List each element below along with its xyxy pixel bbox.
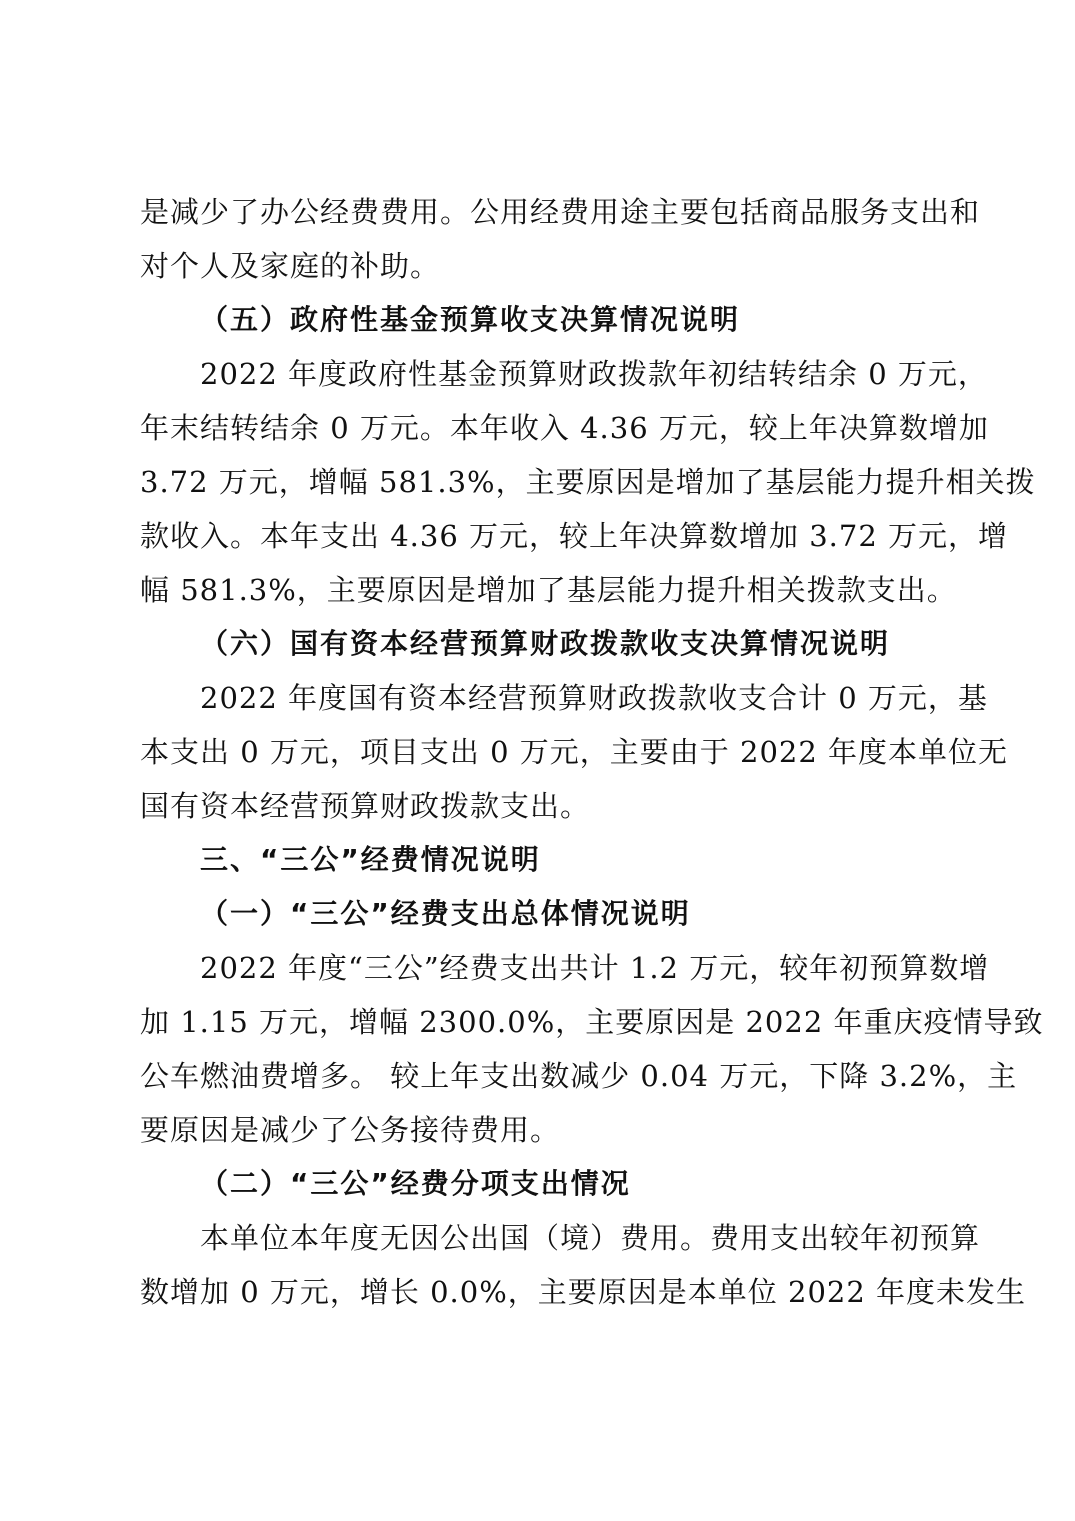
section-heading-3: 三、“三公”经费情况说明 bbox=[200, 843, 541, 876]
paragraph-line: 款收入。本年支出 4.36 万元，较上年决算数增加 3.72 万元，增 bbox=[140, 519, 1009, 553]
paragraph-line: 2022 年度“三公”经费支出共计 1.2 万元，较年初预算数增 bbox=[200, 951, 990, 985]
paragraph-line: 对个人及家庭的补助。 bbox=[140, 249, 441, 283]
paragraph-line: 本支出 0 万元，项目支出 0 万元，主要由于 2022 年度本单位无 bbox=[140, 735, 1009, 769]
paragraph-line: 加 1.15 万元，增幅 2300.0%，主要原因是 2022 年重庆疫情导致 bbox=[140, 1005, 1044, 1039]
paragraph-line: 2022 年度政府性基金预算财政拨款年初结转结余 0 万元， bbox=[200, 357, 988, 391]
paragraph-line: 年末结转结余 0 万元。本年收入 4.36 万元，较上年决算数增加 bbox=[140, 411, 989, 445]
paragraph-line: 公车燃油费增多。 较上年支出数减少 0.04 万元，下降 3.2%，主 bbox=[140, 1059, 1018, 1093]
paragraph-line: 要原因是减少了公务接待费用。 bbox=[140, 1113, 561, 1147]
paragraph-line: 本单位本年度无因公出国（境）费用。费用支出较年初预算 bbox=[200, 1221, 981, 1255]
subsection-heading-5: （五）政府性基金预算收支决算情况说明 bbox=[200, 303, 741, 336]
subsection-heading-3-1: （一）“三公”经费支出总体情况说明 bbox=[200, 897, 691, 930]
paragraph-line: 国有资本经营预算财政拨款支出。 bbox=[140, 789, 591, 823]
subsection-heading-6: （六）国有资本经营预算财政拨款收支决算情况说明 bbox=[200, 627, 891, 660]
paragraph-line: 是减少了办公经费费用。公用经费用途主要包括商品服务支出和 bbox=[140, 195, 981, 229]
subsection-heading-3-2: （二）“三公”经费分项支出情况 bbox=[200, 1167, 631, 1200]
paragraph-line: 2022 年度国有资本经营预算财政拨款收支合计 0 万元，基 bbox=[200, 681, 988, 715]
paragraph-line: 幅 581.3%，主要原因是增加了基层能力提升相关拨款支出。 bbox=[140, 573, 957, 607]
paragraph-line: 数增加 0 万元，增长 0.0%，主要原因是本单位 2022 年度未发生 bbox=[140, 1275, 1027, 1309]
paragraph-line: 3.72 万元，增幅 581.3%，主要原因是增加了基层能力提升相关拨 bbox=[140, 465, 1036, 499]
